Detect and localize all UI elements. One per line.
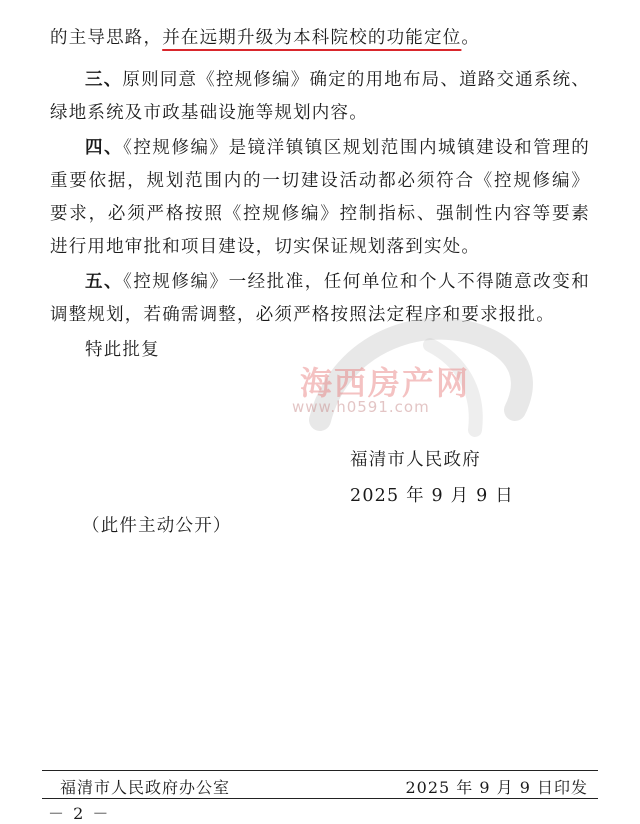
footer-issue-date: 2025 年 9 月 9 日印发 [405, 778, 588, 797]
footer-rule-top [42, 770, 598, 771]
paragraph-item-five [50, 266, 590, 332]
paragraph-item-four [50, 132, 590, 264]
signature-organization: 福清市人民政府 [350, 450, 481, 470]
closing-phrase: 特此批复 [85, 340, 160, 360]
footer-rule-bottom [42, 798, 598, 799]
page-number: － 2 － [48, 804, 111, 823]
paragraph-continuation [50, 22, 590, 55]
footer-issuer: 福清市人民政府办公室 [60, 778, 231, 797]
paragraph-item-three [50, 64, 590, 130]
highlighted-phrase: 并在远期升级为本科院校的功能定位 [162, 28, 462, 48]
paragraph-text: 《控规修编》是镜洋镇镇区规划范围内城镇建设和管理的重要依据，规划范围内的一切建设活动都必须符合《控规修编》要求，必须严格按照《控规修编》控制指标、强制性内容等要素进行用地审批和项目建设，切实保证规划落到实处。 [50, 138, 591, 257]
watermark-text: 海西房产网 [300, 364, 471, 402]
watermark-url: www.h0591.com [292, 398, 430, 416]
item-number: 四、 [85, 138, 124, 158]
paragraph-text: 的主导思路， [50, 28, 163, 48]
paragraph-text: 原则同意《控规修编》确定的用地布局、道路交通系统、绿地系统及市政基础设施等规划内容。 [50, 70, 591, 123]
item-number: 三、 [85, 70, 123, 90]
paragraph-punctuation: 。 [461, 28, 481, 48]
paragraph-text: 《控规修编》一经批准，任何单位和个人不得随意改变和调整规划，若确需调整，必须严格按照法定程序和要求报批。 [50, 272, 591, 325]
item-number: 五、 [85, 272, 124, 292]
signature-date: 2025 年 9 月 9 日 [350, 486, 514, 506]
disclosure-note: （此件主动公开） [82, 516, 232, 536]
